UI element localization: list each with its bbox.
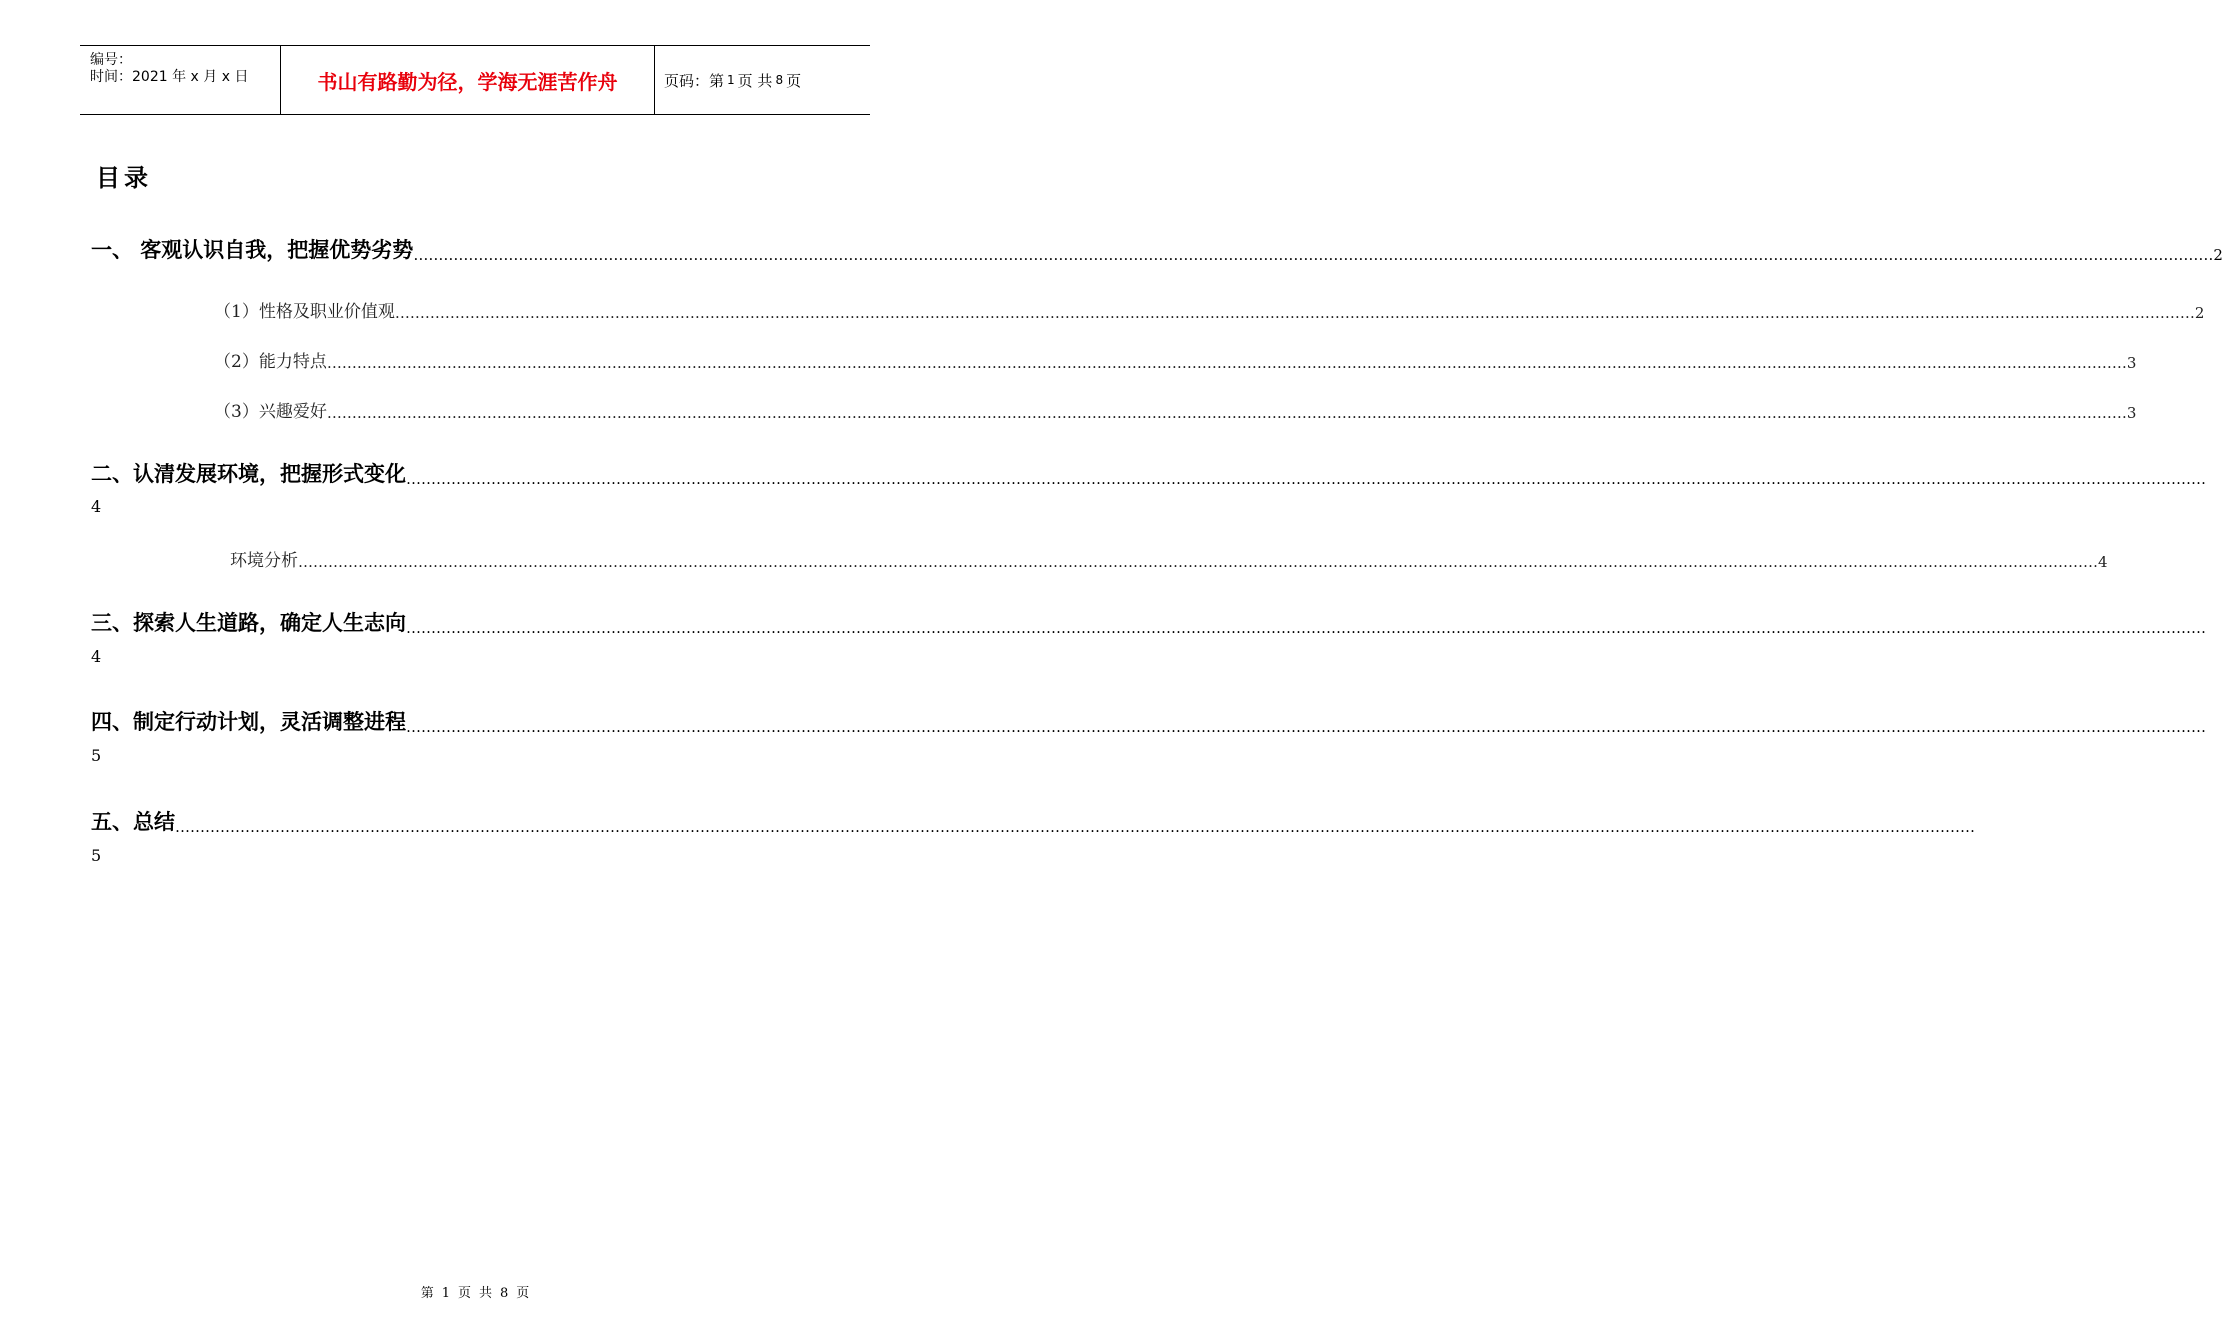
toc-entry-label: 三、探索人生道路，确定人生志向 <box>91 611 406 635</box>
toc-leader-dots: ……………………………………………………………………………………………………………………………………………………………………………………………………………………………………………………………………………………………………………………………… <box>406 470 2206 488</box>
toc-leader-dots: ……………………………………………………………………………………………………………………………………………………………………………………………………………………………………………………………………………………………………………………………… <box>413 246 2214 264</box>
header-motto: 书山有路勤为径，学海无涯苦作舟 <box>317 69 618 94</box>
footer-suffix: 页 <box>516 1286 530 1301</box>
toc-entry-page: 5 <box>91 746 102 765</box>
footer-mid: 页 <box>457 1286 471 1301</box>
toc-leader-dots: ……………………………………………………………………………………………………………………………………………………………………………………………………………………………………………………………………………………………………………………………… <box>394 304 2195 322</box>
footer-total: 8 <box>500 1286 509 1301</box>
toc-entry[interactable] <box>214 397 2137 422</box>
toc-entry-page: 4 <box>2098 553 2108 571</box>
toc-entry[interactable] <box>214 347 2137 372</box>
toc-entry-label: （3）兴趣爱好 <box>214 402 327 422</box>
toc-entry-label: 二、认清发展环境，把握形式变化 <box>91 462 406 486</box>
page-total: 8 <box>775 73 784 87</box>
footer-current: 1 <box>441 1286 450 1301</box>
document-number-label: 编号： <box>90 52 132 68</box>
toc-entry-label: 五、总结 <box>91 810 175 834</box>
document-time: 时间：2021 年 x 月 x 日 <box>90 69 249 85</box>
toc-leader-dots: ……………………………………………………………………………………………………………………………………………………………………………………………………………………………………………………………………………………………………………………………… <box>298 553 2098 571</box>
toc-entry[interactable] <box>91 607 2206 637</box>
toc-leader-dots: ……………………………………………………………………………………………………………………………………………………………………………………………………………………………………………………………………………………………………………………………… <box>406 619 2206 637</box>
toc-entry-page: 4 <box>91 647 102 666</box>
toc-entry[interactable] <box>91 806 1975 836</box>
toc-entry[interactable] <box>214 297 2205 322</box>
toc-entry-page: 3 <box>2126 404 2137 422</box>
toc-leader-dots: ……………………………………………………………………………………………………………………………………………………………………………………………………………………………………………………………………………………………………………………………… <box>326 404 2127 422</box>
header-page-info <box>655 46 870 114</box>
toc-entry-page: 2 <box>2194 304 2205 322</box>
toc-entry-page: 5 <box>91 846 102 865</box>
toc-entry-page: 3 <box>2126 354 2137 372</box>
footer-prefix: 第 <box>420 1286 434 1301</box>
toc-entry[interactable] <box>91 458 2206 488</box>
toc-entry[interactable] <box>91 706 2206 736</box>
toc-entry-page: 4 <box>91 497 102 516</box>
toc-entry[interactable] <box>230 546 2108 571</box>
page-label: 页码：第 <box>664 71 725 90</box>
page-current: 1 <box>727 73 735 87</box>
header-motto-cell <box>281 46 655 114</box>
header-meta <box>80 46 281 114</box>
page-mid: 页 共 <box>737 71 773 90</box>
toc-entry-label: 一、 客观认识自我，把握优势劣势 <box>91 238 414 262</box>
toc-entry-label: （2）能力特点 <box>214 352 327 372</box>
toc-leader-dots: ……………………………………………………………………………………………………………………………………………………………………………………………………………………………………………………………………………………………………………………………… <box>175 818 1975 836</box>
toc-entry-label: 环境分析 <box>230 551 298 571</box>
toc-entry-page: 2 <box>2213 246 2223 264</box>
toc-entry-label: （1）性格及职业价值观 <box>214 302 395 322</box>
toc-entry[interactable] <box>91 234 2223 264</box>
page-end: 页 <box>786 71 802 90</box>
toc-leader-dots: ……………………………………………………………………………………………………………………………………………………………………………………………………………………………………………………………………………………………………………………………… <box>406 718 2206 736</box>
toc-leader-dots: ……………………………………………………………………………………………………………………………………………………………………………………………………………………………………………………………………………………………………………………………… <box>326 354 2127 372</box>
toc-title: 目录 <box>96 164 152 192</box>
footer-total-prefix: 共 <box>479 1286 493 1301</box>
page-footer <box>0 1282 950 1301</box>
toc-entry-label: 四、制定行动计划，灵活调整进程 <box>91 710 406 734</box>
document-header <box>80 45 870 115</box>
